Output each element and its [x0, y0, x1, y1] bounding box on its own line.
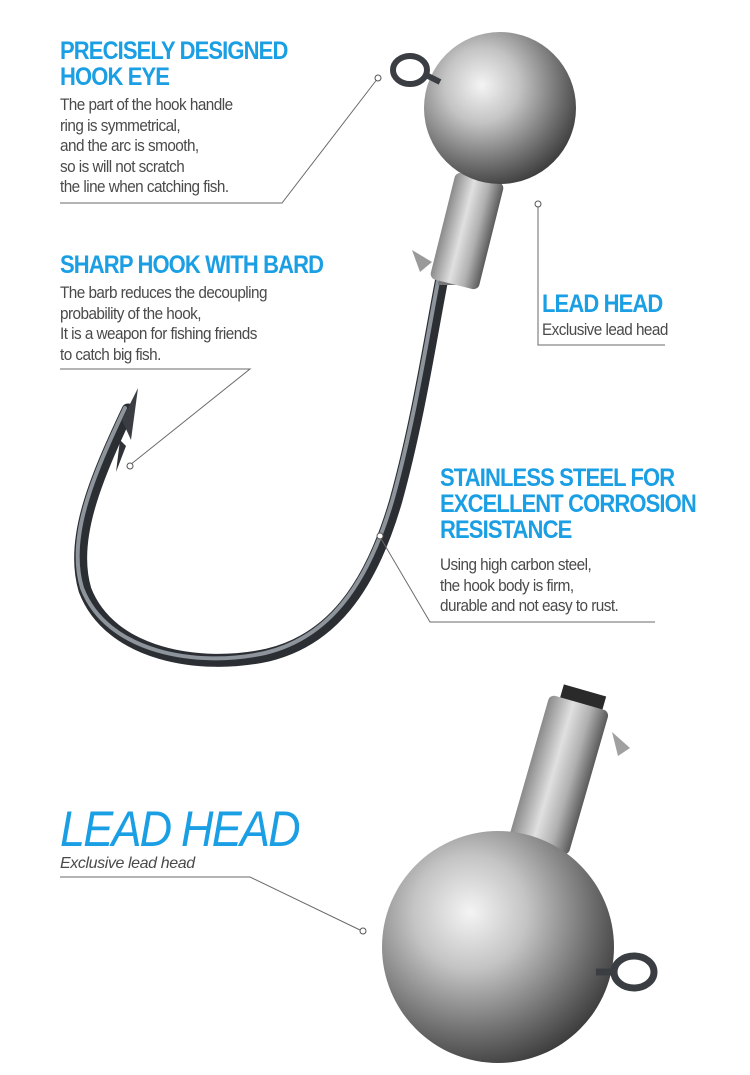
steel-text-line: Using high carbon steel, — [440, 555, 592, 574]
lead-head-large-title: LEAD HEAD — [60, 801, 299, 857]
hook-eye-text-line: so is will not scratch — [60, 156, 185, 176]
barb-text-line: to catch big fish. — [60, 344, 161, 364]
top-lead-ball — [424, 32, 576, 184]
steel-title-line: RESISTANCE — [440, 516, 572, 544]
lead-head-large-subtitle: Exclusive lead head — [60, 855, 195, 872]
steel-text-line: durable and not easy to rust. — [440, 596, 619, 615]
hook-eye-title — [60, 38, 287, 90]
steel-title-line: STAINLESS STEEL FOR — [440, 464, 675, 492]
hook-eye-title-line: HOOK EYE — [60, 63, 170, 91]
hook-eye-text-line: The part of the hook handle — [60, 95, 233, 114]
steel-text-line: the hook body is firm, — [440, 575, 574, 595]
bottom-collar — [509, 684, 630, 855]
barb-text-line: probability of the hook, — [60, 303, 201, 323]
steel-title-line: EXCELLENT CORROSION — [440, 490, 696, 518]
steel-description — [440, 555, 618, 617]
hook-eye-text-line: the line when catching fish. — [60, 177, 229, 196]
lead-head-subtitle: Exclusive lead head — [542, 320, 668, 339]
barb-title — [60, 252, 323, 278]
barb-title-line: SHARP HOOK WITH BARD — [60, 251, 324, 279]
top-hook-eye — [393, 56, 440, 84]
barb-description — [60, 283, 267, 365]
barb-text-line: The barb reduces the decoupling — [60, 283, 267, 302]
hook-eye-title-line: PRECISELY DESIGNED — [60, 37, 288, 65]
barb-text-line: It is a weapon for fishing friends — [60, 324, 257, 343]
top-collar — [412, 172, 505, 291]
steel-title — [440, 465, 696, 543]
lead-head-title: LEAD HEAD — [542, 290, 663, 318]
bottom-lead-ball — [382, 831, 614, 1063]
hook-eye-text-line: ring is symmetrical, — [60, 115, 181, 135]
hook-eye-text-line: and the arc is smooth, — [60, 136, 199, 155]
hook-eye-description — [60, 95, 233, 198]
